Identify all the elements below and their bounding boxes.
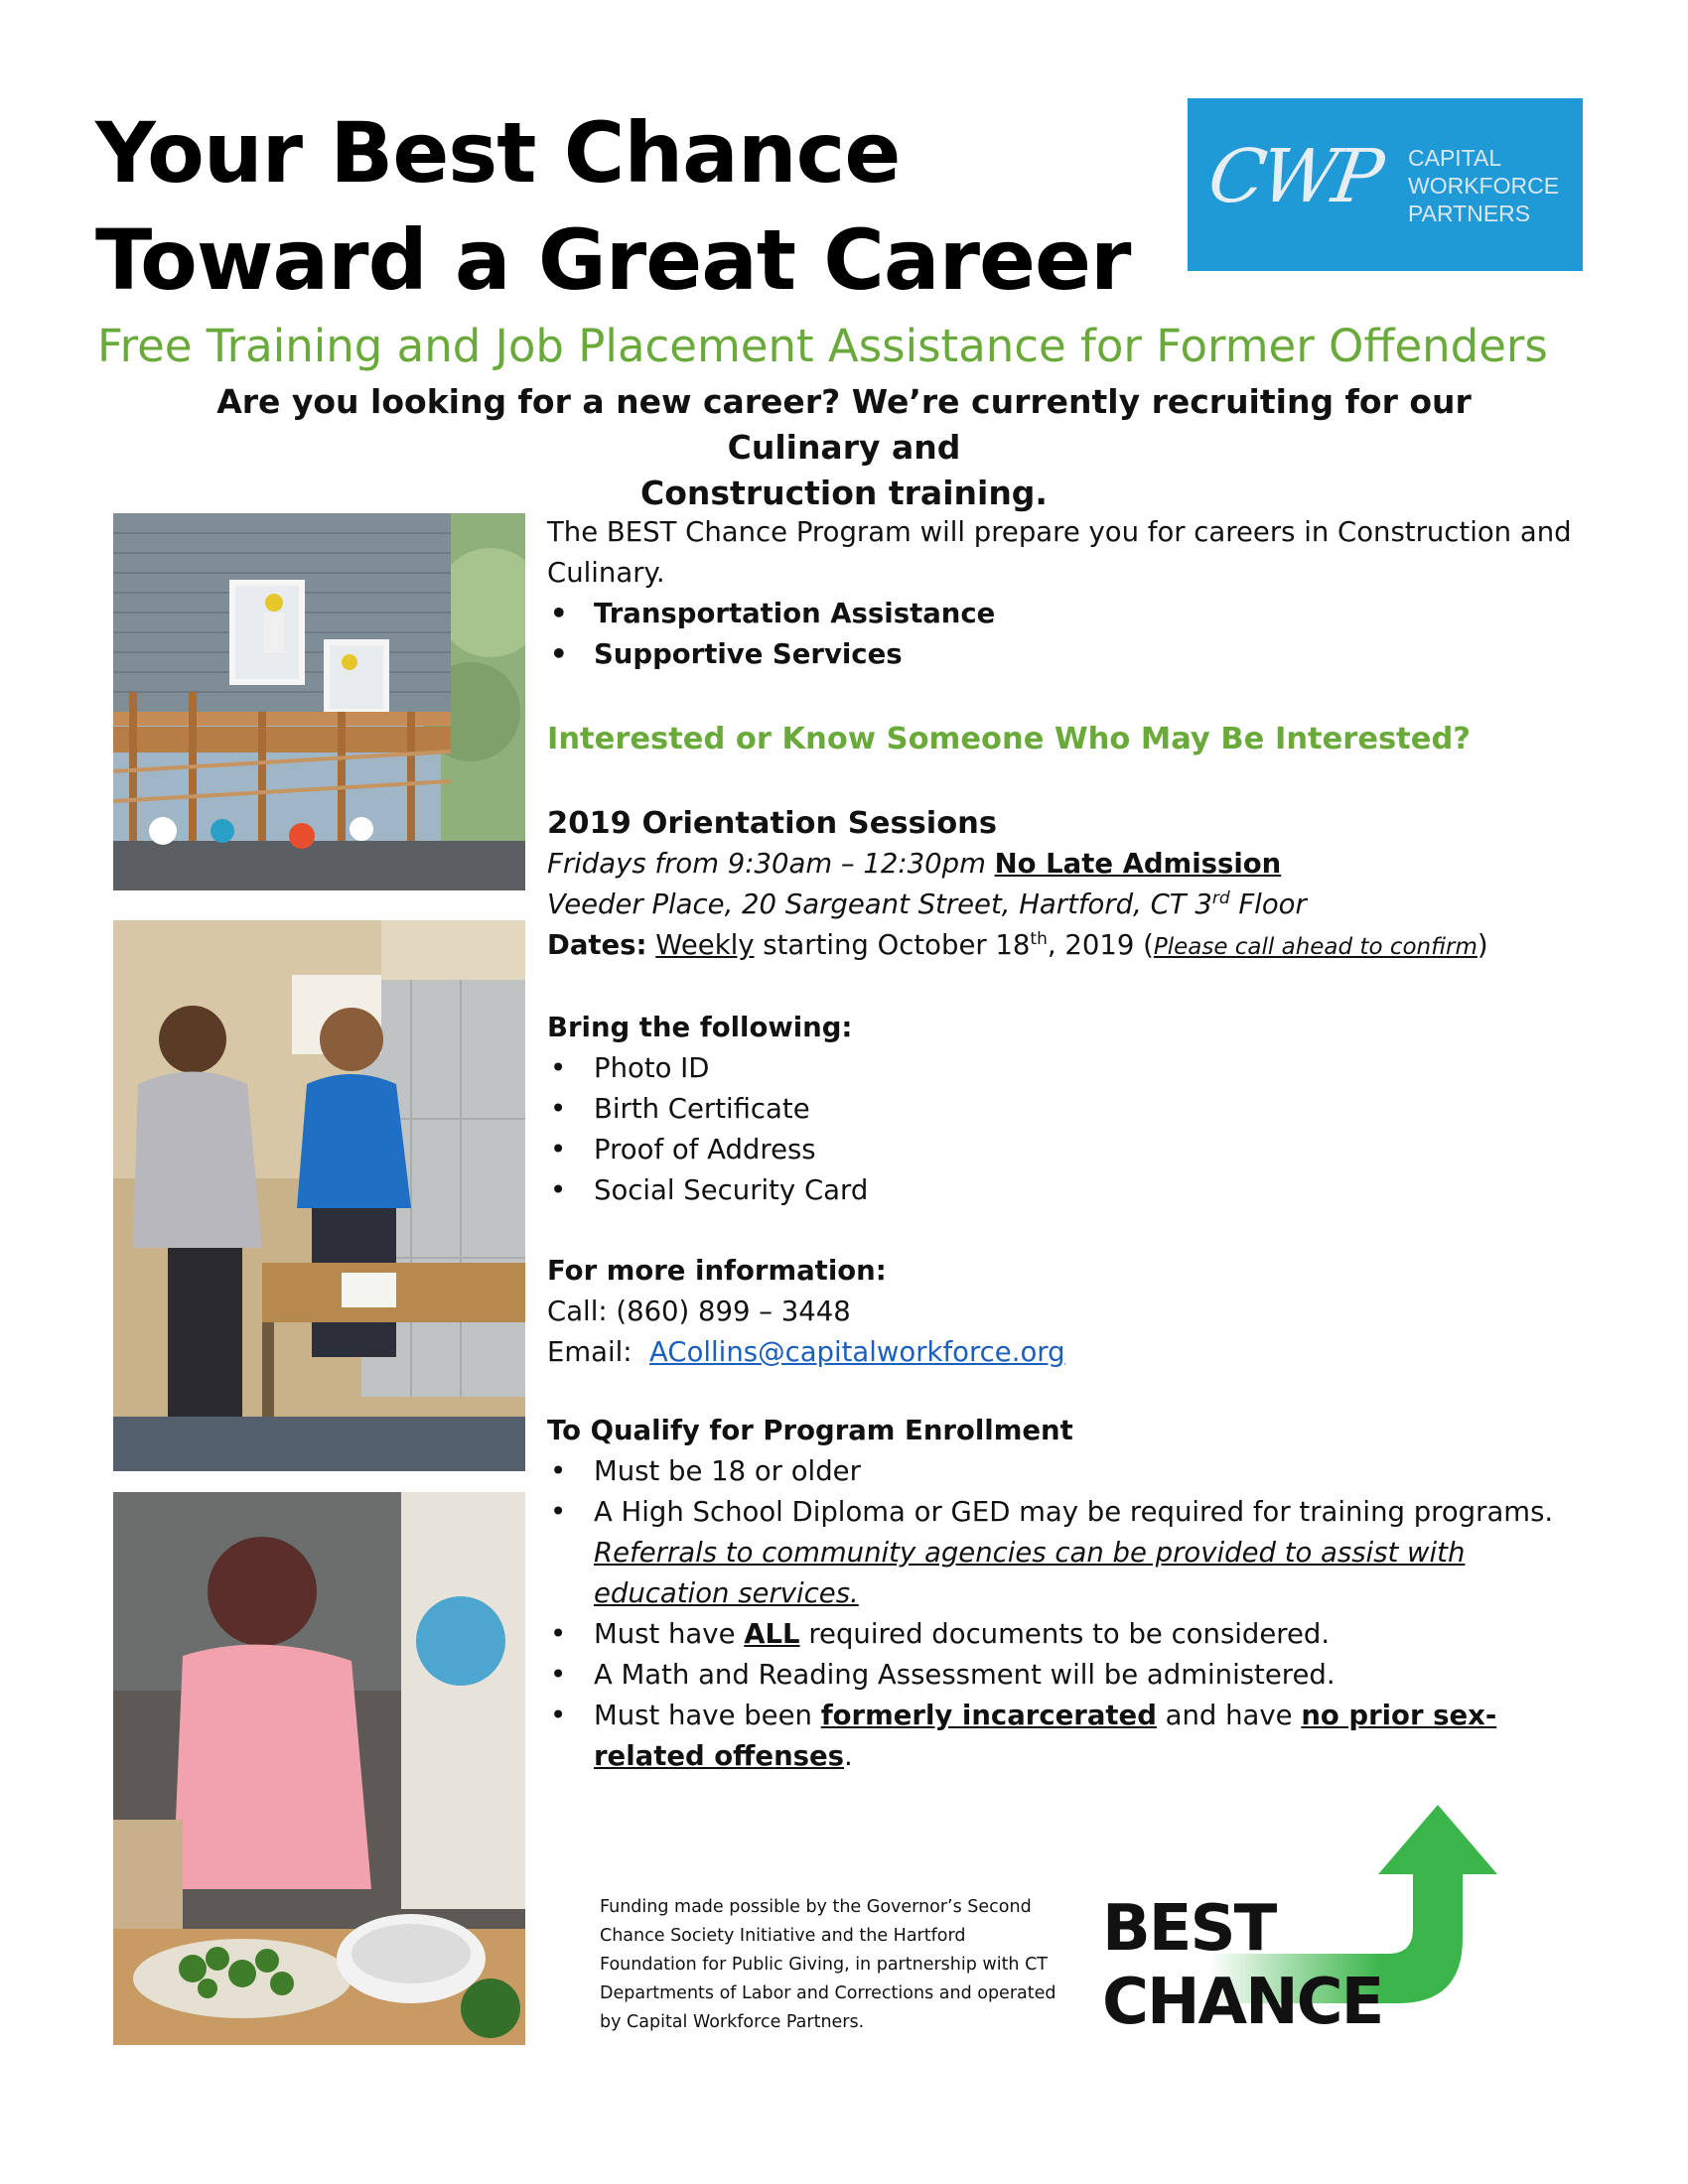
- session-dates: [547, 925, 1600, 968]
- info-email: [547, 1332, 1600, 1373]
- page-title: [95, 99, 1148, 314]
- qualify-list: [547, 1451, 1600, 1777]
- call-ahead-note: Please call ahead to confirm: [1153, 934, 1477, 960]
- title-line-1: Your Best Chance: [95, 104, 901, 202]
- qualify-heading: To Qualify for Program Enrollment: [547, 1415, 1073, 1446]
- qualify-offenses: no prior sex-related offenses: [594, 1700, 1497, 1772]
- session-location: [547, 885, 1600, 925]
- qualify-docs-a: Must have: [594, 1618, 745, 1650]
- orientation-meeting-photo: [113, 920, 525, 1471]
- logo-name-line-2: WORKFORCE: [1408, 173, 1560, 199]
- intro-line-2: Construction training.: [640, 474, 1048, 512]
- list-item: • Transportation Assistance: [547, 594, 1600, 634]
- wordmark-best: BEST: [1102, 1892, 1276, 1966]
- qualify-docs-all: ALL: [744, 1618, 800, 1650]
- intro-line-1: Are you looking for a new career? We’re currently recruiting for our Culinary and: [216, 382, 1472, 467]
- meeting-photo-icon: [113, 920, 525, 1471]
- referral-note: Referrals to community agencies can be provided to assist with education services.: [594, 1537, 1466, 1609]
- dates-close: ): [1477, 929, 1488, 961]
- culinary-training-photo: [113, 1492, 525, 2045]
- list-item: • Supportive Services: [547, 634, 1600, 675]
- logo-name-line-3: PARTNERS: [1408, 201, 1531, 226]
- funding-note: Funding made possible by the Governor’s Second Chance Society Initiative and the Hartford Foundation for Public Giving, in partnership with CT Departments of Labor and Corrections and operated by Capital Workforce Partners.: [600, 1897, 1056, 2032]
- cwp-logo-name: [1408, 144, 1559, 227]
- logo-name-line-1: CAPITAL: [1408, 145, 1502, 171]
- dates-sup: th: [1030, 928, 1048, 949]
- sessions-heading: 2019 Orientation Sessions: [547, 806, 998, 841]
- list-item: • Must be 18 or older: [547, 1451, 1600, 1492]
- wordmark-chance: CHANCE: [1102, 1966, 1383, 2039]
- intro-text: [139, 379, 1549, 516]
- qualify-incarcerated-b: formerly incarcerated: [820, 1700, 1157, 1731]
- title-line-2: Toward a Great Career: [95, 211, 1131, 309]
- cwp-logo: [1188, 98, 1583, 271]
- cwp-monogram: CWP: [1202, 134, 1385, 219]
- dates-weekly: Weekly: [655, 929, 755, 961]
- dates-label: Dates:: [547, 929, 647, 961]
- location-text: Veeder Place, 20 Sargeant Street, Hartford, CT 3: [547, 888, 1212, 920]
- qualify-period: .: [844, 1740, 853, 1772]
- location-sup: rd: [1211, 887, 1230, 908]
- qualify-incarcerated-a: Must have been: [594, 1700, 821, 1731]
- page-subtitle: Free Training and Job Placement Assistance for Former Offenders: [97, 320, 1548, 372]
- dates-year: , 2019 (: [1047, 929, 1154, 961]
- culinary-photo-icon: [113, 1492, 525, 2045]
- list-item: • Proof of Address: [547, 1130, 1600, 1170]
- info-phone: Call: (860) 899 – 3448: [547, 1296, 851, 1327]
- construction-photo-icon: [113, 513, 525, 890]
- email-label: Email:: [547, 1336, 633, 1368]
- session-time-text: Fridays from 9:30am – 12:30pm: [547, 848, 986, 880]
- construction-deck-photo: [113, 513, 525, 890]
- best-chance-wordmark: [1102, 1892, 1382, 2039]
- late-admission-notice: No Late Admission: [994, 848, 1282, 880]
- qualify-diploma: A High School Diploma or GED may be required for training programs.: [594, 1496, 1554, 1528]
- interest-heading: Interested or Know Someone Who May Be Interested?: [547, 722, 1471, 756]
- info-heading: For more information:: [547, 1255, 887, 1287]
- list-item: [547, 1492, 1600, 1614]
- list-item: • A Math and Reading Assessment will be administered.: [547, 1655, 1600, 1696]
- list-item: • Social Security Card: [547, 1170, 1600, 1211]
- benefits-list: [547, 594, 1600, 675]
- list-item: • Birth Certificate: [547, 1089, 1600, 1130]
- dates-text: starting October 18: [754, 929, 1031, 961]
- session-time: [547, 844, 1600, 885]
- list-item: [547, 1614, 1600, 1655]
- bring-list: [547, 1048, 1600, 1211]
- email-link[interactable]: ACollins@capitalworkforce.org: [649, 1336, 1065, 1368]
- program-details: [547, 512, 1600, 1777]
- list-item: • Photo ID: [547, 1048, 1600, 1089]
- qualify-docs-c: required documents to be considered.: [799, 1618, 1331, 1650]
- location-end: Floor: [1229, 888, 1307, 920]
- program-description: The BEST Chance Program will prepare you for careers in Construction and Culinary.: [547, 516, 1572, 589]
- list-item: [547, 1696, 1600, 1777]
- qualify-incarcerated-c: and have: [1156, 1700, 1302, 1731]
- bring-heading: Bring the following:: [547, 1012, 853, 1043]
